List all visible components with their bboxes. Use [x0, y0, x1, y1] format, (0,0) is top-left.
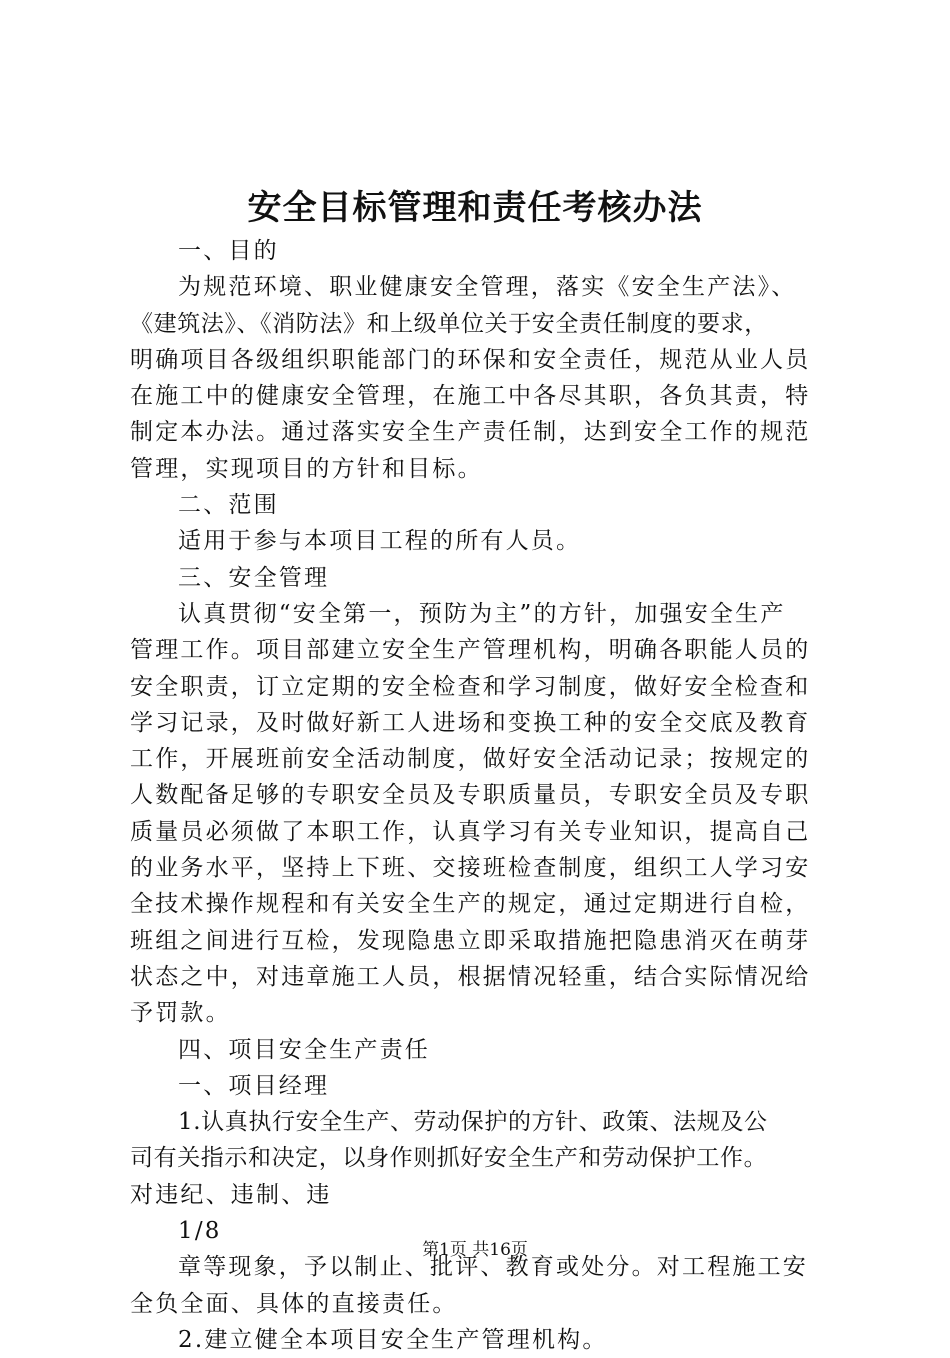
paragraph-line: 对违纪、违制、违	[130, 1181, 332, 1208]
paragraph-line: 在施工中的健康安全管理，在施工中各尽其职，各负其责，特	[130, 383, 811, 410]
paragraph-line: 管理，实现项目的方针和目标。	[130, 455, 483, 482]
paragraph-line: 《建筑法》、《消防法》和上级单位关于安全责任制度的要求，	[130, 310, 768, 337]
paragraph-line: 全技术操作规程和有关安全生产的规定，通过定期进行自检，	[130, 891, 811, 918]
paragraph-line: 管理工作。项目部建立安全生产管理机构，明确各职能人员的	[130, 637, 811, 664]
paragraph-line: 认真贯彻“安全第一，预防为主”的方针，加强安全生产	[178, 600, 786, 627]
paragraph-line: 制定本办法。通过落实安全生产责任制，达到安全工作的规范	[130, 419, 811, 446]
paragraph-line: 适用于参与本项目工程的所有人员。	[178, 528, 582, 555]
paragraph-line: 班组之间进行互检，发现隐患立即采取措施把隐患消灭在萌芽	[130, 927, 811, 954]
paragraph-line: 予罚款。	[130, 1000, 231, 1027]
paragraph-line: 2.建立健全本项目安全生产管理机构。	[178, 1326, 608, 1353]
page-footer: 第1页 共16页	[422, 1240, 528, 1260]
document-body	[130, 233, 830, 1358]
paragraph-line: 学习记录，及时做好新工人进场和变换工种的安全交底及教育	[130, 709, 811, 736]
paragraph-line: 人数配备足够的专职安全员及专职质量员，专职安全员及专职	[130, 782, 811, 809]
paragraph-line: 工作，开展班前安全活动制度，做好安全活动记录；按规定的	[130, 746, 811, 773]
heading-project-manager: 一、项目经理	[178, 1072, 330, 1099]
heading-safety-management: 三、安全管理	[178, 564, 330, 591]
paragraph-line: 为规范环境、职业健康安全管理，落实《安全生产法》、	[178, 274, 797, 301]
paragraph-line: 安全职责，订立定期的安全检查和学习制度，做好安全检查和	[130, 673, 811, 700]
paragraph-line: 质量员必须做了本职工作，认真学习有关专业知识，提高自己	[130, 818, 811, 845]
paragraph-line: 1.认真执行安全生产、劳动保护的方针、政策、法规及公	[178, 1109, 768, 1136]
heading-purpose: 一、目的	[178, 238, 279, 264]
document-title: 安全目标管理和责任考核办法	[247, 188, 703, 228]
paragraph-line: 明确项目各级组织职能部门的环保和安全责任，规范从业人员	[130, 346, 811, 373]
paragraph-line: 全负全面、具体的直接责任。	[130, 1290, 458, 1317]
paragraph-line: 司有关指示和决定，以身作则抓好安全生产和劳动保护工作。	[130, 1145, 768, 1172]
heading-scope: 二、范围	[178, 492, 279, 519]
inline-page-marker: 1/8	[178, 1218, 222, 1245]
paragraph-line: 的业务水平，坚持上下班、交接班检查制度，组织工人学习安	[130, 855, 811, 882]
paragraph-line: 状态之中，对违章施工人员，根据情况轻重，结合实际情况给	[130, 963, 811, 990]
heading-project-responsibility: 四、项目安全生产责任	[178, 1036, 430, 1063]
paragraph-line: 章等现象，予以制止、批评、教育或处分。对工程施工安	[178, 1254, 808, 1281]
